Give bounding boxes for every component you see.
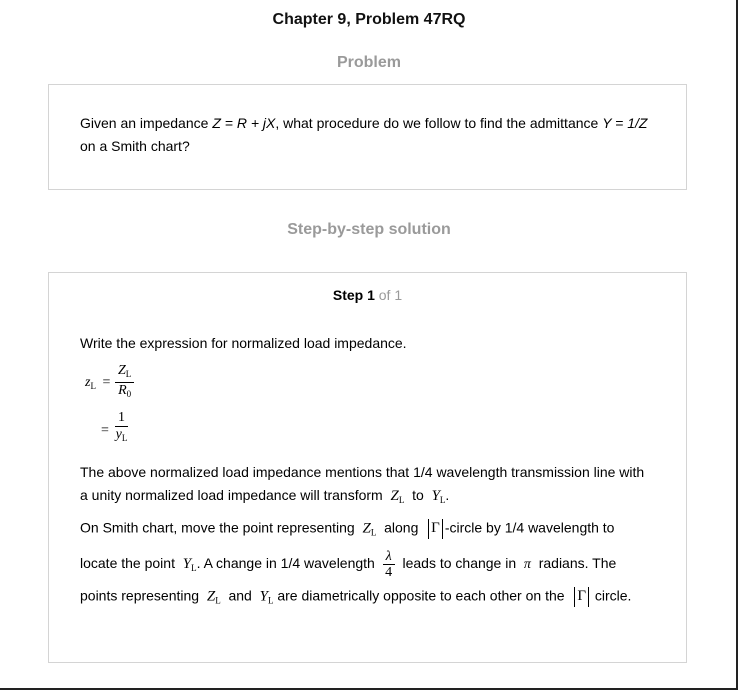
gamma-symbol-2: Γ xyxy=(577,588,586,605)
para1-text: a unity normalized load impedance will transform xyxy=(80,487,383,503)
page-title: Chapter 9, Problem 47RQ xyxy=(272,11,466,28)
intro-text: Write the expression for normalized load impedance. xyxy=(80,335,407,351)
ZL-inline-2-sub: L xyxy=(370,527,377,538)
problem-text-line2: on a Smith chart? xyxy=(80,138,190,154)
z-subscript: L xyxy=(90,381,96,391)
four-denominator: 4 xyxy=(385,564,393,580)
numerator-one: 1 xyxy=(115,410,128,427)
R0-symbol: R xyxy=(118,383,127,398)
problem-text-part1: Given an impedance xyxy=(80,115,213,131)
impedance-equation xyxy=(85,363,205,453)
gamma-magnitude-2 xyxy=(572,588,591,604)
equals-sign-2: = xyxy=(101,423,109,438)
para4-text-b: are diametrically opposite to each other on the xyxy=(277,587,565,604)
ZL-inline-1: Z xyxy=(390,488,399,504)
ZL-sub: L xyxy=(125,369,132,379)
para3-text-d: radians. The xyxy=(538,555,617,571)
yL-sub: L xyxy=(121,433,128,443)
fraction-zl-r0 xyxy=(115,363,134,402)
equals-sign-1: = xyxy=(102,375,111,390)
para4-line xyxy=(80,587,631,607)
para4-text: points representing xyxy=(80,587,200,604)
para1-line1: The above normalized load impedance mentions that 1/4 wavelength transmission line with xyxy=(80,464,645,480)
z-symbol: z xyxy=(85,375,91,390)
para3-text-c: leads to change in xyxy=(402,555,517,571)
problem-text-part2: , what procedure do we follow to find the admittance xyxy=(275,115,603,131)
R0-sub: 0 xyxy=(126,389,132,399)
lambda-symbol: λ xyxy=(383,549,395,565)
para2-along: along xyxy=(384,519,419,536)
gamma-magnitude-1 xyxy=(426,520,445,536)
step-header xyxy=(49,287,686,303)
solution-box xyxy=(48,272,687,663)
ZL-inline-1-sub: L xyxy=(398,495,405,505)
para1-line2: a unity normalized load impedance will transform $Z_L$ to $Y_L$. xyxy=(80,487,450,505)
lambda-over-4 xyxy=(383,549,395,580)
ZL-inline-3: Z xyxy=(206,588,216,605)
para4-and: and xyxy=(228,587,252,604)
para2-text: On Smith chart, move the point representing xyxy=(80,519,355,536)
pi-symbol: π xyxy=(523,557,531,572)
para2-line xyxy=(80,519,614,539)
YL-inline-3-sub: L xyxy=(267,595,274,606)
ZL-inline-3-sub: L xyxy=(215,595,221,606)
YL-inline-2-sub: L xyxy=(191,563,197,573)
para1-to: to xyxy=(412,487,424,503)
step-count: of 1 xyxy=(374,287,403,303)
ZL-symbol: Z xyxy=(118,363,126,378)
problem-heading: Problem xyxy=(336,54,401,71)
para3-text: locate the point xyxy=(80,555,175,571)
yL-symbol: y xyxy=(115,427,122,442)
YL-inline-1: Y xyxy=(431,488,440,504)
para2-text-b: -circle by 1/4 wavelength to xyxy=(444,519,615,536)
YL-inline-3: Y xyxy=(259,588,268,605)
problem-eq-z: Z = R + jX xyxy=(212,115,276,131)
equation-lhs xyxy=(85,375,110,391)
para3-text-b: . A change in 1/4 wavelength xyxy=(196,555,375,571)
ZL-inline-2: Z xyxy=(362,520,371,537)
YL-inline-2: Y xyxy=(182,556,192,572)
solution-heading: Step-by-step solution xyxy=(287,221,451,238)
para3-line xyxy=(80,545,616,586)
fraction-1-yl xyxy=(115,410,128,446)
problem-eq-y: Y = 1/Z xyxy=(602,115,648,131)
step-label: Step 1 xyxy=(332,287,375,303)
YL-inline-1-sub: L xyxy=(439,495,446,505)
para4-text-c: circle. xyxy=(594,587,632,604)
problem-box xyxy=(48,84,687,190)
problem-text xyxy=(80,112,665,158)
gamma-symbol-1: Γ xyxy=(431,520,440,537)
